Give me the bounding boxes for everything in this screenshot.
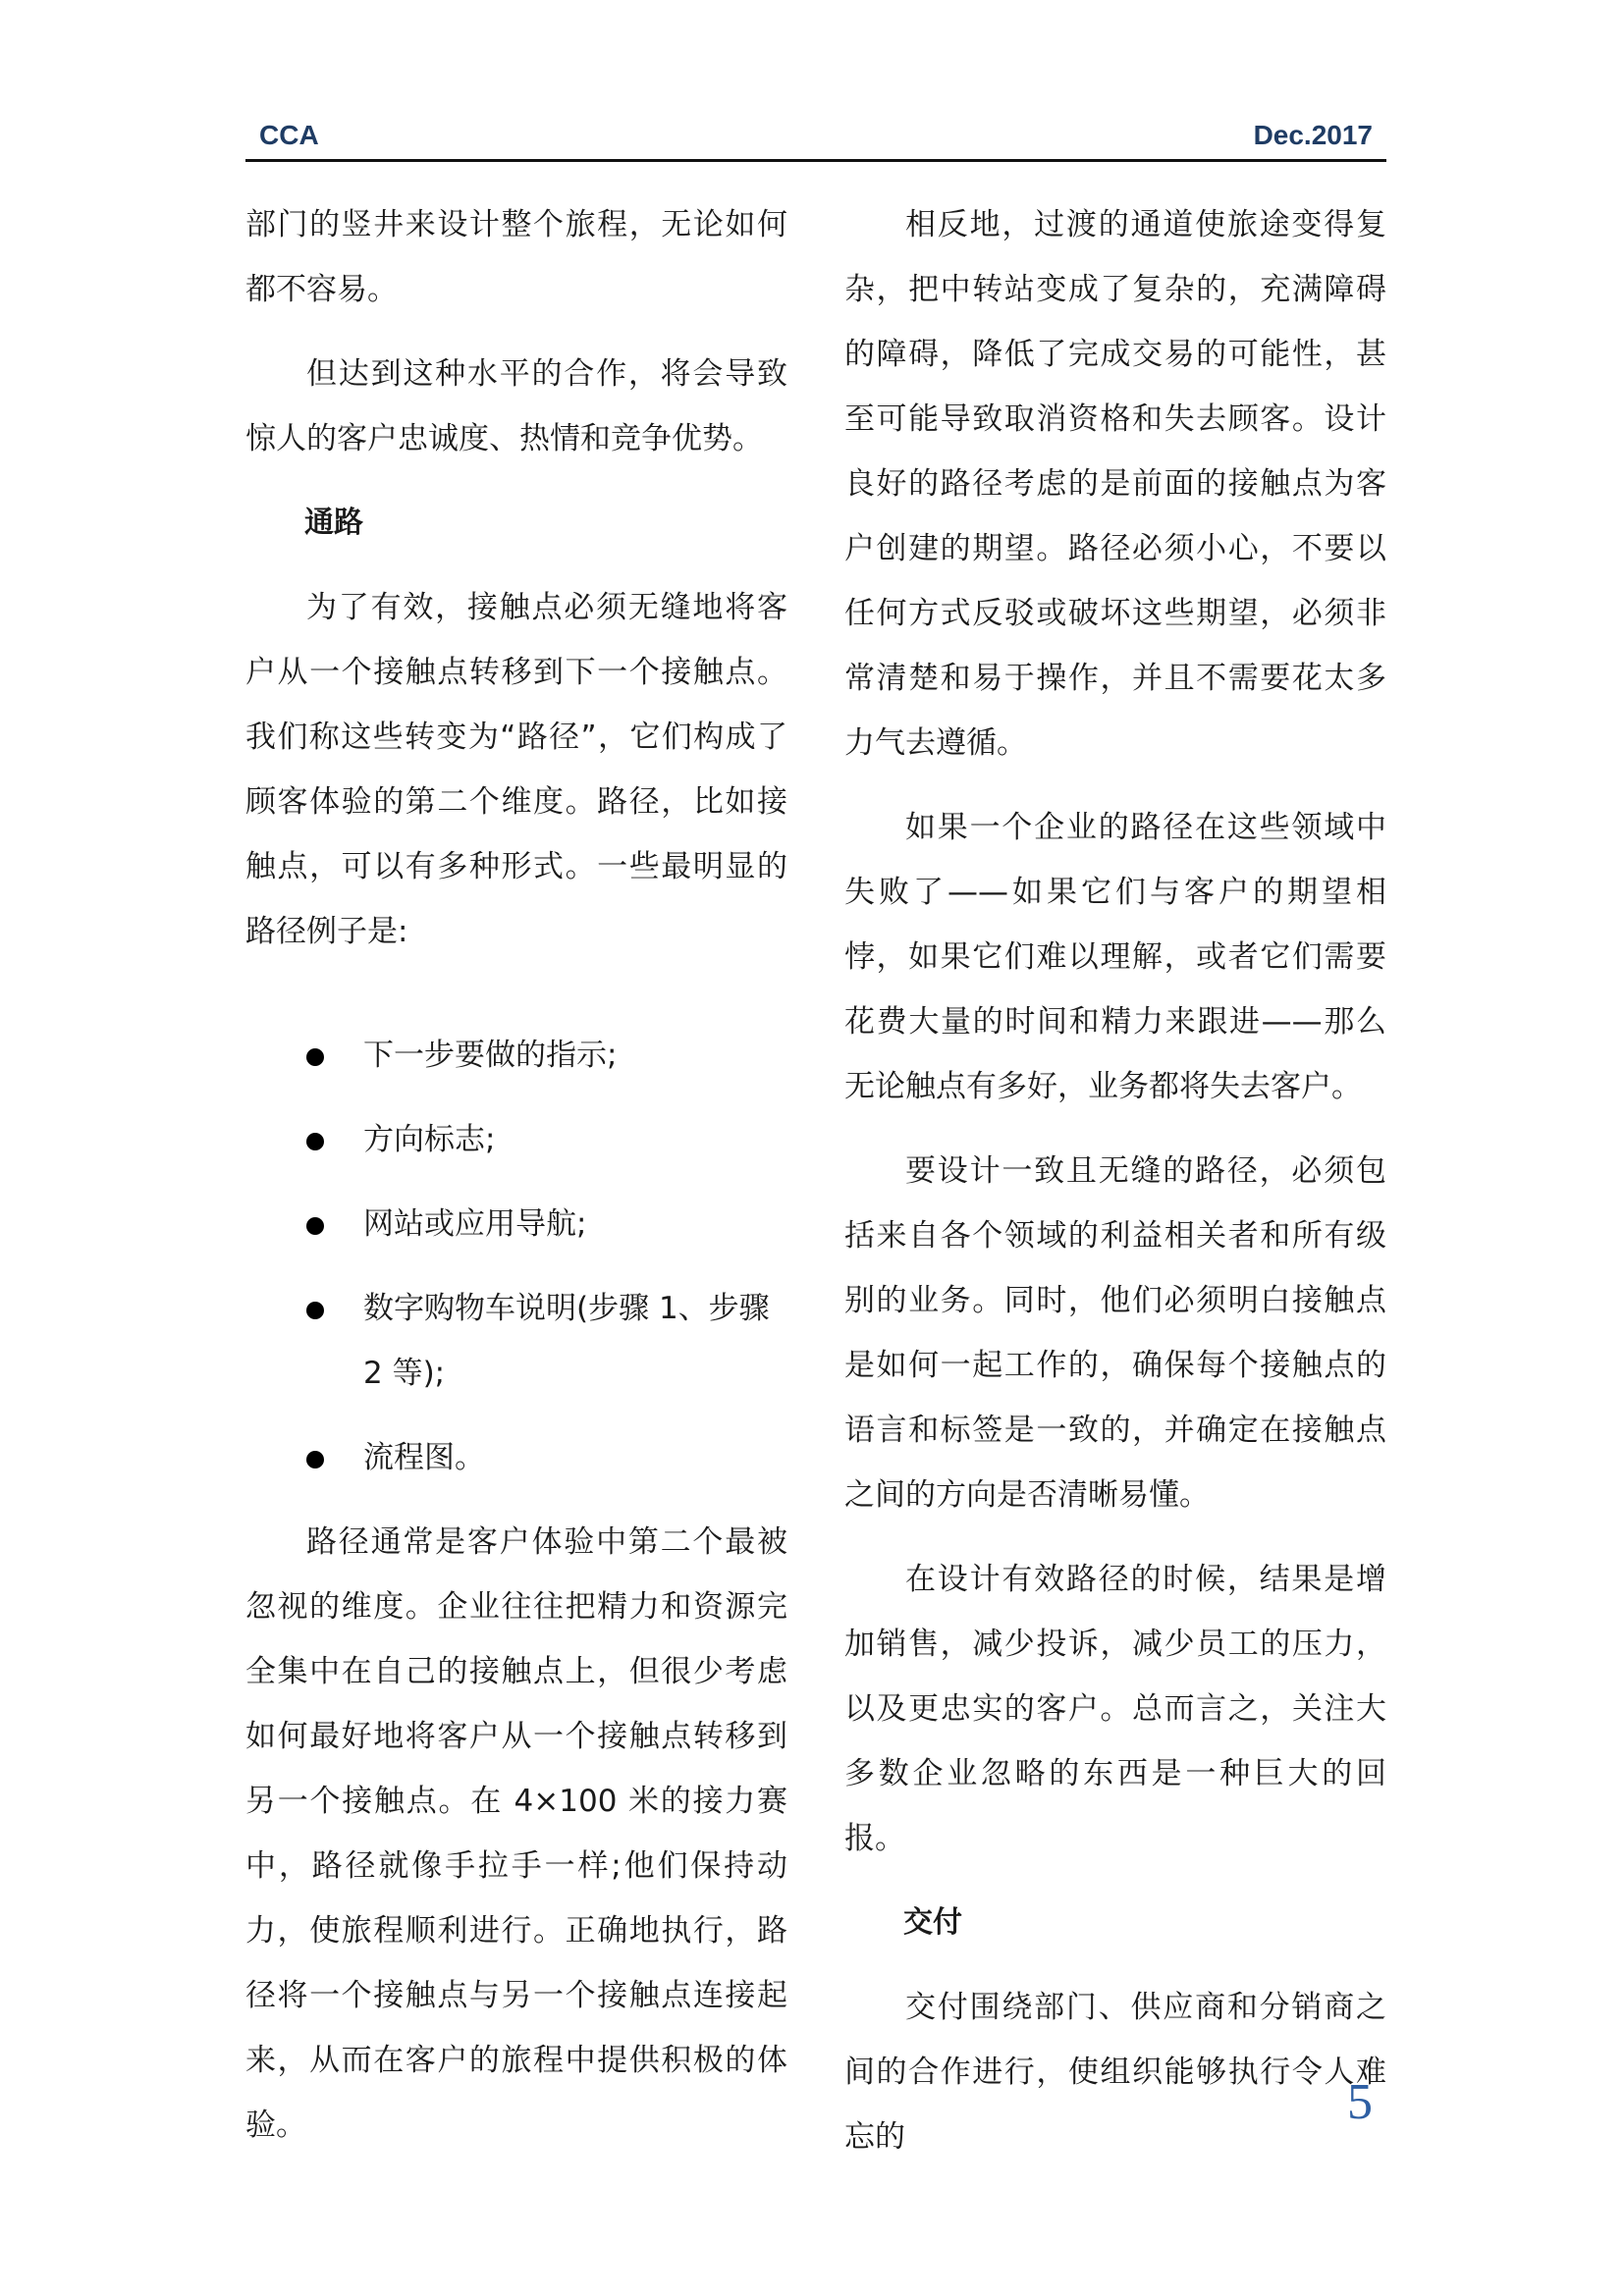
list-item bbox=[245, 1107, 787, 1172]
list-item bbox=[245, 1023, 787, 1088]
list-item bbox=[245, 1276, 787, 1406]
paragraph: 交付围绕部门、供应商和分销商之间的合作进行，使组织能够执行令人难忘的 bbox=[844, 1990, 1386, 2155]
bullet-icon bbox=[306, 1302, 324, 1319]
paragraph: 在设计有效路径的时候，结果是增加销售，减少投诉，减少员工的压力，以及更忠实的客户。总而言之，关注大多数企业忽略的东西是一种巨大的回报。 bbox=[844, 1562, 1386, 1856]
paragraph: 但达到这种水平的合作，将会导致惊人的客户忠诚度、热情和竞争优势。 bbox=[245, 356, 787, 456]
page-header bbox=[245, 116, 1386, 162]
paragraph: 路径通常是客户体验中第二个最被忽视的维度。企业往往把精力和资源完全集中在自己的接触点上，但很少考虑如何最好地将客户从一个接触点转移到另一个接触点。在 4×100 米的接力赛中，路径就像手拉手一样;他们保持动力，使旅程顺利进行。正确地执行，路径将一个接触点与另一个接触点连接起来，从而在客户的旅程中提供积极的体验。 bbox=[245, 1524, 787, 2143]
right-column bbox=[844, 192, 1386, 2189]
section-heading-jiaofu: 交付 bbox=[903, 1905, 962, 1940]
list-item-text: 流程图。 bbox=[363, 1440, 485, 1475]
list-item bbox=[245, 1192, 787, 1256]
bullet-icon bbox=[306, 1217, 324, 1235]
left-column bbox=[245, 192, 787, 2177]
bullet-icon bbox=[306, 1133, 324, 1150]
paragraph: 如果一个企业的路径在这些领域中失败了——如果它们与客户的期望相悖，如果它们难以理解，或者它们需要花费大量的时间和精力来跟进——那么无论触点有多好，业务都将失去客户。 bbox=[844, 810, 1386, 1104]
list-item-text: 网站或应用导航; bbox=[363, 1206, 587, 1242]
list-item-text: 方向标志; bbox=[363, 1122, 496, 1157]
paragraph: 为了有效，接触点必须无缝地将客户从一个接触点转移到下一个接触点。我们称这些转变为“路径”，它们构成了顾客体验的第二个维度。路径，比如接触点，可以有多种形式。一些最明显的路径例子是: bbox=[245, 590, 787, 949]
paragraph: 要设计一致且无缝的路径，必须包括来自各个领域的利益相关者和所有级别的业务。同时，他们必须明白接触点是如何一起工作的，确保每个接触点的语言和标签是一致的，并确定在接触点之间的方向是否清晰易懂。 bbox=[844, 1153, 1386, 1513]
section-heading-tonglu: 通路 bbox=[304, 506, 363, 540]
list-item-text: 下一步要做的指示; bbox=[363, 1038, 618, 1073]
paragraph-continued: 部门的竖井来设计整个旅程，无论如何都不容易。 bbox=[245, 207, 787, 307]
header-date: Dec.2017 bbox=[1253, 120, 1373, 150]
bullet-icon bbox=[306, 1048, 324, 1066]
paragraph: 相反地，过渡的通道使旅途变得复杂，把中转站变成了复杂的，充满障碍的障碍，降低了完成交易的可能性，甚至可能导致取消资格和失去顾客。设计良好的路径考虑的是前面的接触点为客户创建的期望。路径必须小心，不要以任何方式反驳或破坏这些期望，必须非常清楚和易于操作，并且不需要花太多力气去遵循。 bbox=[844, 207, 1386, 761]
bullet-icon bbox=[306, 1451, 324, 1468]
list-item bbox=[245, 1425, 787, 1490]
header-journal-name: CCA bbox=[259, 120, 319, 150]
page-number: 5 bbox=[1347, 2074, 1373, 2130]
bullet-list bbox=[245, 1023, 787, 1490]
list-item-text: 数字购物车说明(步骤 1、步骤 2 等); bbox=[363, 1291, 770, 1391]
